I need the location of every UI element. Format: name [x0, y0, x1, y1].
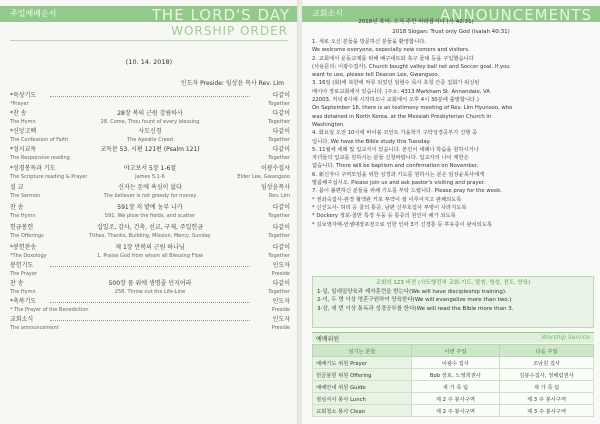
- assignee-cell: 김봉수집사, 정해림권사: [500, 369, 594, 381]
- table-row: [313, 357, 594, 369]
- item-leader: 다같이: [272, 146, 290, 153]
- item-leader-en: Together: [268, 253, 290, 259]
- vision-title: 교회의 123 비전 (사도행전적 교회-기도, 말씀, 영성, 전도, 양육): [375, 280, 531, 286]
- presider-label: 인도자 Preside: 임상윤 목사 Rev. Lim: [180, 80, 284, 87]
- left-header-bar: [0, 6, 298, 22]
- item-leader-en: Preside: [271, 271, 290, 277]
- item-leader: 다같이: [272, 92, 290, 99]
- item-detail-en: 28. Come, Thou fount of every blessing: [100, 119, 200, 125]
- vision-line: 1-일, 일대일양육과 제자훈련을 받는다(We will have discipleship training).: [317, 288, 507, 295]
- item-title-en: The Offerings: [10, 233, 44, 239]
- news-line: 입니다. We have the Bible study this Tuesday.: [312, 138, 431, 145]
- item-leader-en: Rev. Lim: [268, 193, 290, 199]
- column-header: 이번 주일: [411, 345, 499, 357]
- assignee-cell: 새 가 족 팀: [411, 381, 499, 393]
- table-header-row: [313, 345, 594, 357]
- service-header: [312, 332, 594, 343]
- item-detail: 신자는 돈에 욕심이 없다: [118, 184, 182, 191]
- item-leader: 인도자: [272, 262, 290, 269]
- item-leader-en: Together: [268, 119, 290, 125]
- section-label: 교회소식: [312, 9, 343, 18]
- item-detail-en: James 5:1-6: [135, 174, 165, 180]
- item-detail: 야고보서 5장 1-6절: [123, 165, 177, 172]
- news-line: 6. 新신자나 구역모임을 위한 성경과 기도를 원하시는 분은 임상윤목사에게: [312, 171, 485, 178]
- item-leader: 다같이: [272, 244, 290, 251]
- role-cell: 점심식사 봉사 Lunch: [313, 393, 412, 405]
- item-leader: 다같이: [272, 204, 290, 211]
- item-title: 헌금봉헌: [10, 224, 34, 231]
- item-title: 찬 송: [10, 204, 24, 211]
- item-title: *봉헌찬송: [10, 244, 37, 251]
- order-item: [10, 184, 290, 200]
- service-table: [312, 344, 594, 417]
- item-detail-en: Tithes, Thanks, Building, Mission, Mercy, Sunday: [89, 233, 211, 239]
- order-item: [10, 316, 290, 332]
- item-title: 봉헌기도: [10, 262, 34, 269]
- item-leader-en: Together: [268, 137, 290, 143]
- item-title-en: The announcement: [10, 325, 59, 331]
- leader-dots: [50, 302, 250, 303]
- order-item: [10, 244, 290, 260]
- header-title: ANNOUNCEMENTS: [440, 6, 592, 24]
- news-list: [312, 38, 594, 229]
- item-detail-en: The Apostle Creed: [127, 137, 173, 143]
- table-row: [313, 381, 594, 393]
- service-title-en: Worship Service: [541, 334, 590, 341]
- section-label: 주일예배순서: [10, 9, 57, 18]
- item-leader-en: Elder Lee, Gwangsoo: [237, 174, 290, 180]
- item-leader: 인도자: [272, 316, 290, 323]
- assignee-cell: 제 3 주 봉사구역: [500, 405, 594, 417]
- news-line: 자녀들의 입교를 원하시는 분들 신청바랍니다. 입교자의 나이 제한은: [312, 155, 469, 162]
- vision-line: 3-삼, 세 번 이상 통독과 성경공부를 한다(We will read the Bible more than 3.: [317, 305, 514, 312]
- role-cell: 교회청소 봉사 Clean: [313, 405, 412, 417]
- vision-box: [312, 276, 594, 328]
- news-line: * 신진도사- 허리 등 골의 통증, 남편 신부호집사 투병이 사라지도록: [312, 204, 467, 211]
- item-title-en: The Hymn: [10, 213, 36, 219]
- item-title-en: The Hymn: [10, 119, 36, 125]
- item-title: *묵상기도: [10, 92, 37, 99]
- item-detail-en: The believer is not greedy for money: [103, 193, 197, 199]
- leader-dots: [50, 320, 250, 321]
- item-detail: 십일조, 감사, 건축, 선교, 구제, 주일헌금: [96, 224, 203, 231]
- date-label: (10. 14. 2018): [125, 58, 173, 66]
- news-line: On September 16, there is an testimony meeting of Rev. Lim Hyunsoo, who: [312, 105, 513, 112]
- assignee-cell: 새 가 족 팀: [500, 381, 594, 393]
- order-item: [10, 92, 290, 108]
- assignee-cell: 이광수 집사: [411, 357, 499, 369]
- item-title: *성경봉독과 기도: [10, 165, 56, 172]
- news-line: want to use, please tell Deacon Lee, Gwangsoo.: [312, 72, 440, 79]
- news-line: 5. 11월에 세례 및 입교식이 있습니다. 본인이 세례나 학습을 원하시거나: [312, 146, 479, 153]
- item-leader-en: Together: [268, 101, 290, 107]
- item-title-en: The Confession of Faith: [10, 137, 69, 143]
- item-title: *축복기도: [10, 298, 37, 305]
- item-leader-en: Together: [268, 155, 290, 161]
- table-row: [313, 369, 594, 381]
- item-title-en: The Responsive reading: [10, 155, 70, 161]
- item-title: *신앙고백: [10, 128, 37, 135]
- news-line: was detained in North Korea, at the Messiah Presbyterian Church in: [312, 113, 492, 120]
- item-detail: 제 1장 만복의 근원 하나님: [115, 244, 185, 251]
- item-leader-en: Together: [268, 213, 290, 219]
- order-item: [10, 165, 290, 181]
- news-line: * 권좌숙집사-관경 혈액관 키포 투약이 잘 이루어지고 관쾌되도록: [312, 196, 462, 203]
- news-line: 3. 16일 (화)에 북한에 억류 되었던 임현수 목사 초청 간증 집회가 워싱턴: [312, 80, 480, 87]
- item-title-en: The Hymn: [10, 289, 36, 295]
- assignee-cell: 조남원 집사: [500, 357, 594, 369]
- role-cell: 예배안내 위원 Guide: [313, 381, 412, 393]
- item-detail-en: 1. Praise God from whom all Blessing Flow: [96, 253, 204, 259]
- table-row: [313, 393, 594, 405]
- order-item: [10, 128, 290, 144]
- news-line: 메시아 장로교회에서 있습니다. (주소: 4313 Markham St. Annandale, VA: [312, 88, 491, 95]
- assignee-cell: 제 2 주 봉사구역: [411, 393, 499, 405]
- news-line: 4. 화요일 오전 10시에 바이블 코언트 가을학기 구약성경공부가 진행 중: [312, 130, 478, 137]
- assignee-cell: 제 2 주 봉사구역: [411, 405, 499, 417]
- leader-dots: [50, 96, 250, 97]
- order-item: [10, 224, 290, 240]
- order-item: [10, 280, 290, 296]
- role-cell: 예배기도 위원 Prayer: [313, 357, 412, 369]
- assignee-cell: Bob 장로, 노영희권사: [411, 369, 499, 381]
- item-leader: 인도자: [272, 298, 290, 305]
- item-detail-en: 258. Throw out the Life-Line: [114, 289, 186, 295]
- item-detail: 591장 저 밭에 농부 나가: [117, 204, 183, 211]
- announcements-page: [302, 0, 600, 424]
- sub-header: WORSHIP ORDER: [171, 24, 288, 38]
- item-title: 교회소식: [10, 316, 34, 323]
- news-line: 22003. 저녁 6시에 시작하오니 교회에서 오후 4시 30분에 출발합니다.): [312, 97, 479, 104]
- item-title: *성시교독: [10, 146, 37, 153]
- worship-order-page: [0, 0, 298, 424]
- item-leader: 임상윤목사: [261, 184, 290, 191]
- news-line: 없습니다. There will be baptism and confirmation on November.: [312, 163, 479, 170]
- role-cell: 헌금봉헌 위원 Offering: [313, 369, 412, 381]
- item-detail: 28장 복의 근원 강림하사: [117, 110, 183, 117]
- news-line: 말씀해주십시오. Please join us and ask pastor's visiting and prayer.: [312, 180, 486, 187]
- item-leader-en: Preside: [271, 307, 290, 313]
- order-item: [10, 262, 290, 278]
- column-header: 다음 주일: [500, 345, 594, 357]
- vision-line: 2-이, 두 명 이상 영혼구원하여 양육한다(We will evangelize more than two.): [317, 297, 512, 303]
- service-title: 예배위원: [316, 336, 340, 343]
- item-leader-en: Together: [268, 289, 290, 295]
- news-line: We welcome everyone, especially new comers and visitors.: [312, 47, 470, 54]
- item-title-en: * The Prayer of the Benediction: [10, 307, 89, 313]
- slogan-ko: 2018년 표어: 오직 주만 바라봅시다 (사 40:31): [358, 19, 474, 25]
- item-title: *찬 송: [10, 110, 27, 117]
- item-detail: 사도신경: [138, 128, 162, 135]
- news-line: * 김보영자매-안셈대장포전으로 인한 인파 3기 신경통 등 후유증이 완치되도록: [312, 221, 493, 228]
- column-header: 섬기는 분들: [313, 345, 412, 357]
- item-leader-en: Together: [268, 233, 290, 239]
- assignee-cell: 제 3 주 봉사구역: [500, 393, 594, 405]
- leader-dots: [50, 266, 250, 267]
- item-detail: 500장 물 위에 생명줄 던지어라: [108, 280, 192, 287]
- divider: [10, 40, 288, 41]
- table-row: [313, 405, 594, 417]
- item-title-en: The Prayer: [10, 271, 38, 277]
- order-item: [10, 204, 290, 220]
- order-item: [10, 298, 290, 314]
- item-title: 찬 송: [10, 280, 24, 287]
- item-title-en: *The Doxology: [10, 253, 47, 259]
- item-title-en: The Scripture reading & Prayer: [10, 174, 88, 180]
- item-leader: 다같이: [272, 280, 290, 287]
- item-leader: 다같이: [272, 224, 290, 231]
- item-leader-en: Preside: [271, 325, 290, 331]
- news-line: * Dockery 정포-골반 특경 우둥 등 통증의 원인이 해가 되도록: [312, 213, 456, 220]
- item-detail: 교독문 53. 시편 121편 (Psalm 121): [100, 146, 200, 153]
- item-leader: 이광수집사: [261, 165, 290, 172]
- header-title: THE LORD'S DAY: [151, 6, 290, 24]
- item-leader: 다같이: [272, 128, 290, 135]
- item-title: 설 교: [10, 184, 24, 191]
- item-title-en: The Sermon: [10, 193, 41, 199]
- item-detail-en: 591. We plow the fields, and scatter: [104, 213, 196, 219]
- news-line: Washington.: [312, 121, 345, 128]
- item-title-en: *Prayer: [10, 101, 29, 107]
- news-line: 7. 몸이 불편하신 분들을 위해 기도를 부탁 드립니다. Please pray for the week.: [312, 188, 502, 195]
- item-leader: 다같이: [272, 110, 290, 117]
- slogan-en: 2018 Slogan: Trust only God (Isaiah 40:31): [392, 29, 510, 35]
- order-item: [10, 110, 290, 126]
- order-item: [10, 146, 290, 162]
- news-line: 2. 교회에서 운동교제를 위해 배구네트와 축구 골대 등을 구입했습니다: [312, 55, 474, 62]
- news-line: 1. 새로 오신 분들을 방문하신 분들을 환영합니다.: [312, 39, 427, 45]
- news-line: (사용문의: 이광수집사). Church bought valley ball net and Soccer goal. If you: [312, 63, 510, 70]
